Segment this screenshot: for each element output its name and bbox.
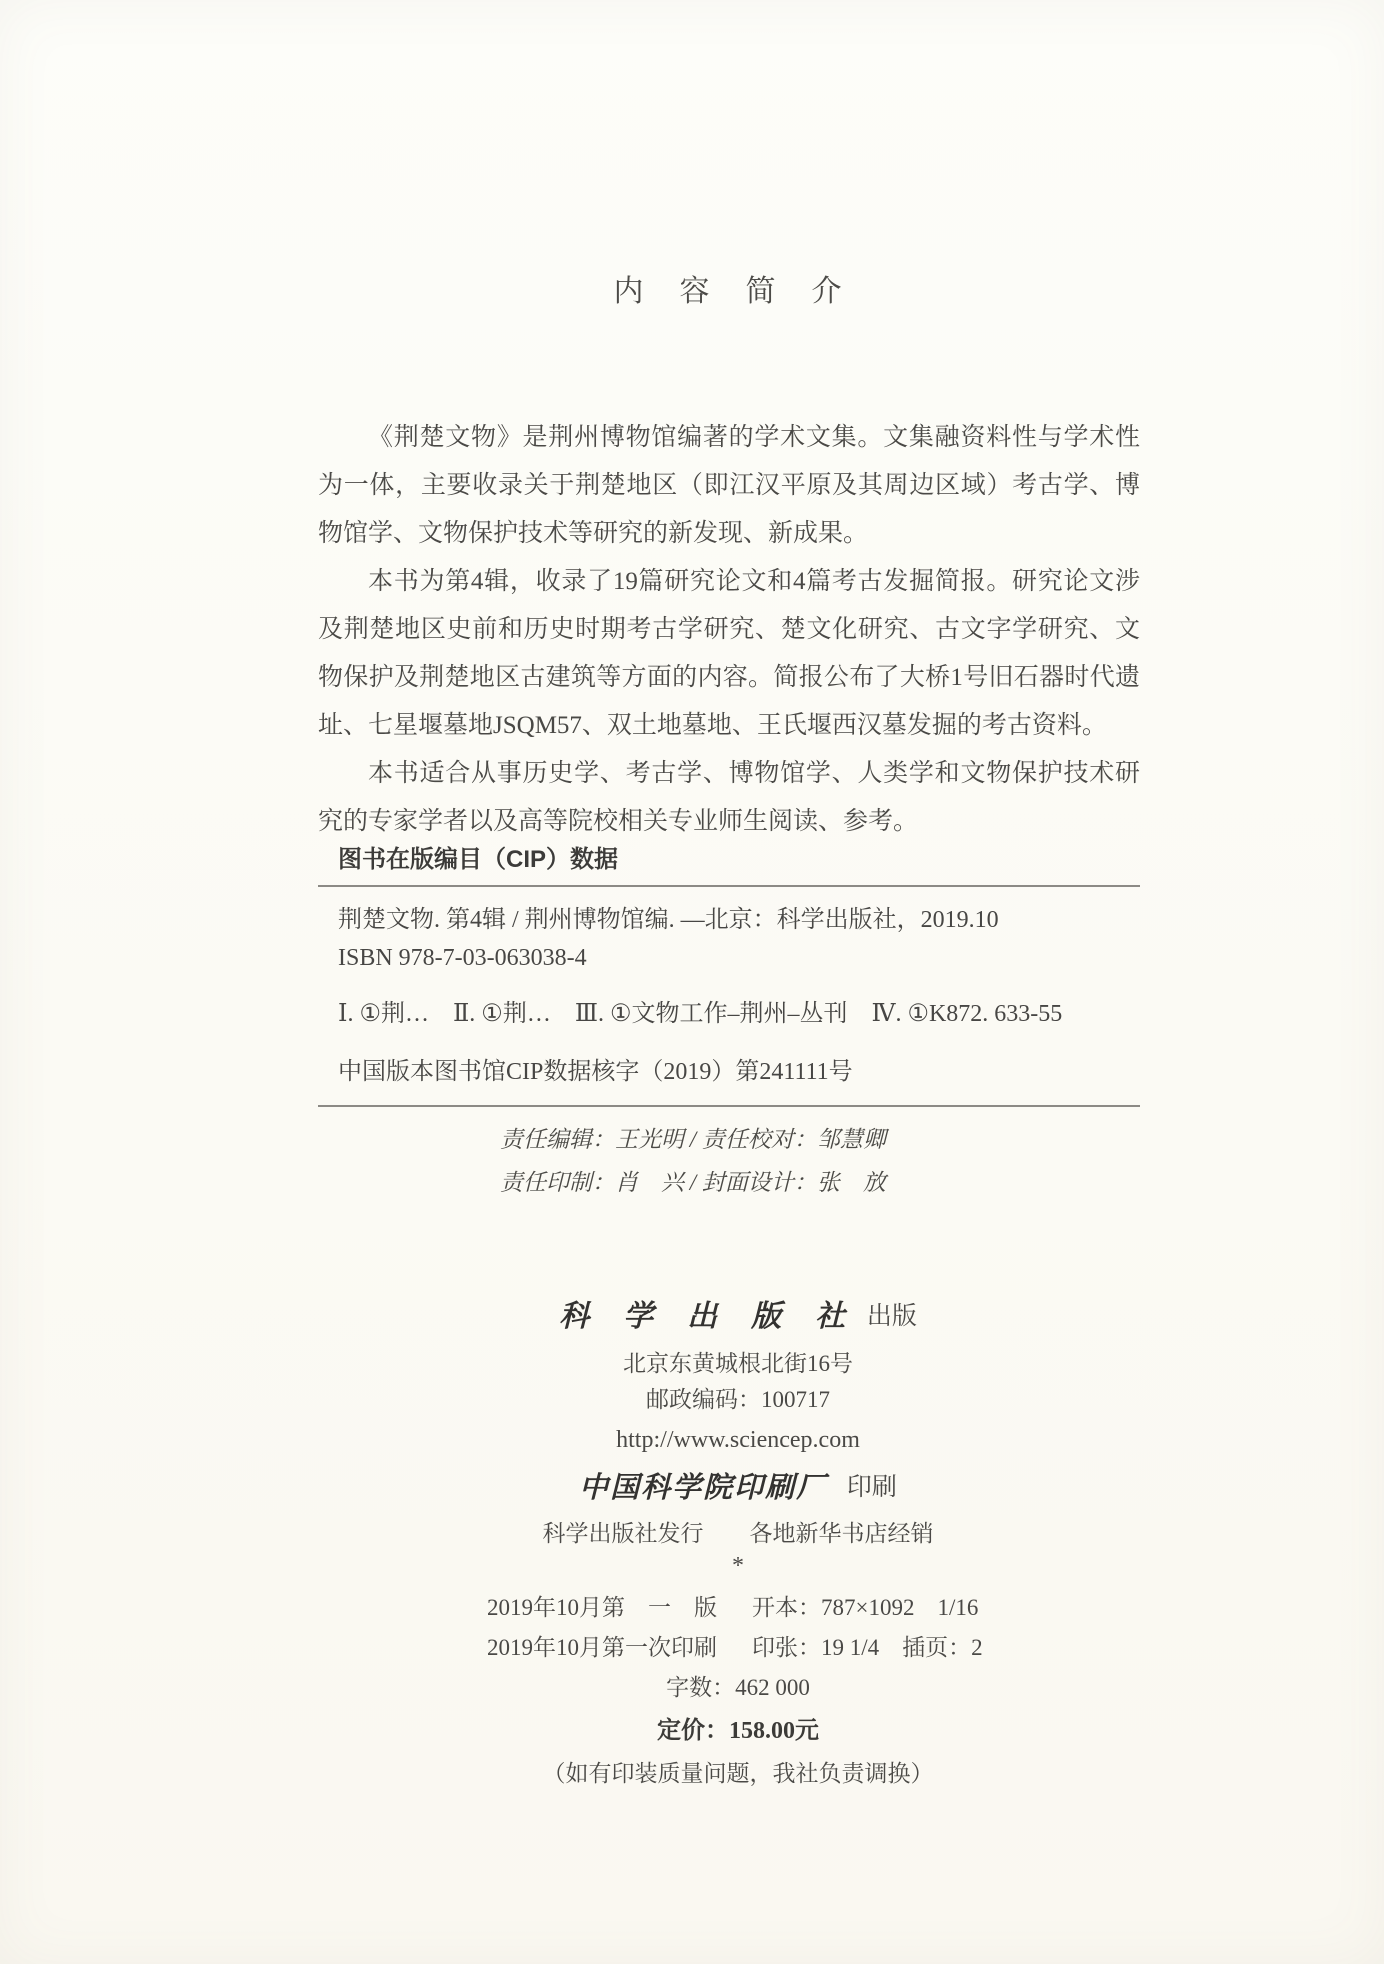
intro-section: [318, 414, 1140, 846]
cip-rule-bottom: [318, 1105, 1140, 1107]
cip-registration-line: 中国版本图书馆CIP数据核字（2019）第241111号: [338, 1059, 853, 1085]
sheets-inserts-spec: 印张：19 1/4 插页：2: [752, 1635, 983, 1660]
credits-section: [500, 1118, 886, 1204]
publisher-url: http://www.sciencep.com: [616, 1427, 860, 1453]
printer-imprint-line: [318, 1466, 1158, 1512]
cip-bibliographic-line: 荆楚文物. 第4辑 / 荆州博物馆编. —北京：科学出版社，2019.10: [338, 907, 999, 933]
intro-paragraph-1: 《荆楚文物》是荆州博物馆编著的学术文集。文集融资料性与学术性为一体，主要收录关于荆楚地区（即江汉平原及其周边区域）考古学、博物馆学、文物保护技术等研究的新发现、新成果。: [318, 424, 1140, 547]
edition-row: [487, 1592, 989, 1624]
publisher-brush-name: 科 学 出 版 社: [559, 1300, 848, 1333]
price: 定价：158.00元: [657, 1718, 819, 1744]
imprint-section: [318, 1296, 1158, 1790]
publisher-imprint-line: [318, 1296, 1158, 1340]
intro-paragraph-2: 本书为第4辑，收录了19篇研究论文和4篇考古发掘简报。研究论文涉及荆楚地区史前和历史时期考古学研究、楚文化研究、古文字学研究、文物保护及荆楚地区古建筑等方面的内容。简报公布了大桥1号旧石器时代遗址、七星堰墓地JSQM57、双土地墓地、王氏堰西汉墓发掘的考古资料。: [318, 568, 1140, 739]
cip-isbn-line: ISBN 978-7-03-063038-4: [338, 945, 587, 971]
publisher-postcode: 邮政编码：100717: [646, 1387, 830, 1412]
printer-suffix: 印刷: [846, 1474, 897, 1501]
cip-classification-line: Ⅰ. ①荆… Ⅱ. ①荆… Ⅲ. ①文物工作–荆州–丛刊 Ⅳ. ①K872. 633-55: [338, 1001, 1063, 1027]
distribution-line: 科学出版社发行 各地新华书店经销: [542, 1521, 934, 1546]
word-count: 字数：462 000: [666, 1675, 810, 1700]
credits-line-editors: 责任编辑：王光明 / 责任校对：邹慧卿: [500, 1127, 886, 1152]
cip-rule-top: [318, 885, 1140, 887]
edition-date: 2019年10月第 一 版: [487, 1595, 717, 1620]
cip-heading: 图书在版编目（CIP）数据: [338, 846, 619, 873]
format-spec: 开本：787×1092 1/16: [752, 1595, 979, 1620]
publisher-address: 北京东黄城根北街16号: [623, 1351, 853, 1376]
printer-brush-name: 中国科学院印刷厂: [579, 1472, 828, 1504]
exchange-note: （如有印装质量问题，我社负责调换）: [542, 1761, 934, 1786]
credits-line-printing-design: 责任印制：肖 兴 / 封面设计：张 放: [500, 1170, 886, 1195]
publisher-suffix: 出版: [866, 1303, 917, 1330]
printing-date: 2019年10月第一次印刷: [487, 1635, 717, 1660]
cip-section: [318, 843, 1140, 1107]
separator-asterisk: *: [732, 1553, 744, 1579]
intro-paragraph-3: 本书适合从事历史学、考古学、博物馆学、人类学和文物保护技术研究的专家学者以及高等院校相关专业师生阅读、参考。: [318, 760, 1140, 835]
page-title: 内 容 简 介: [613, 275, 845, 308]
printing-row: [487, 1632, 989, 1664]
